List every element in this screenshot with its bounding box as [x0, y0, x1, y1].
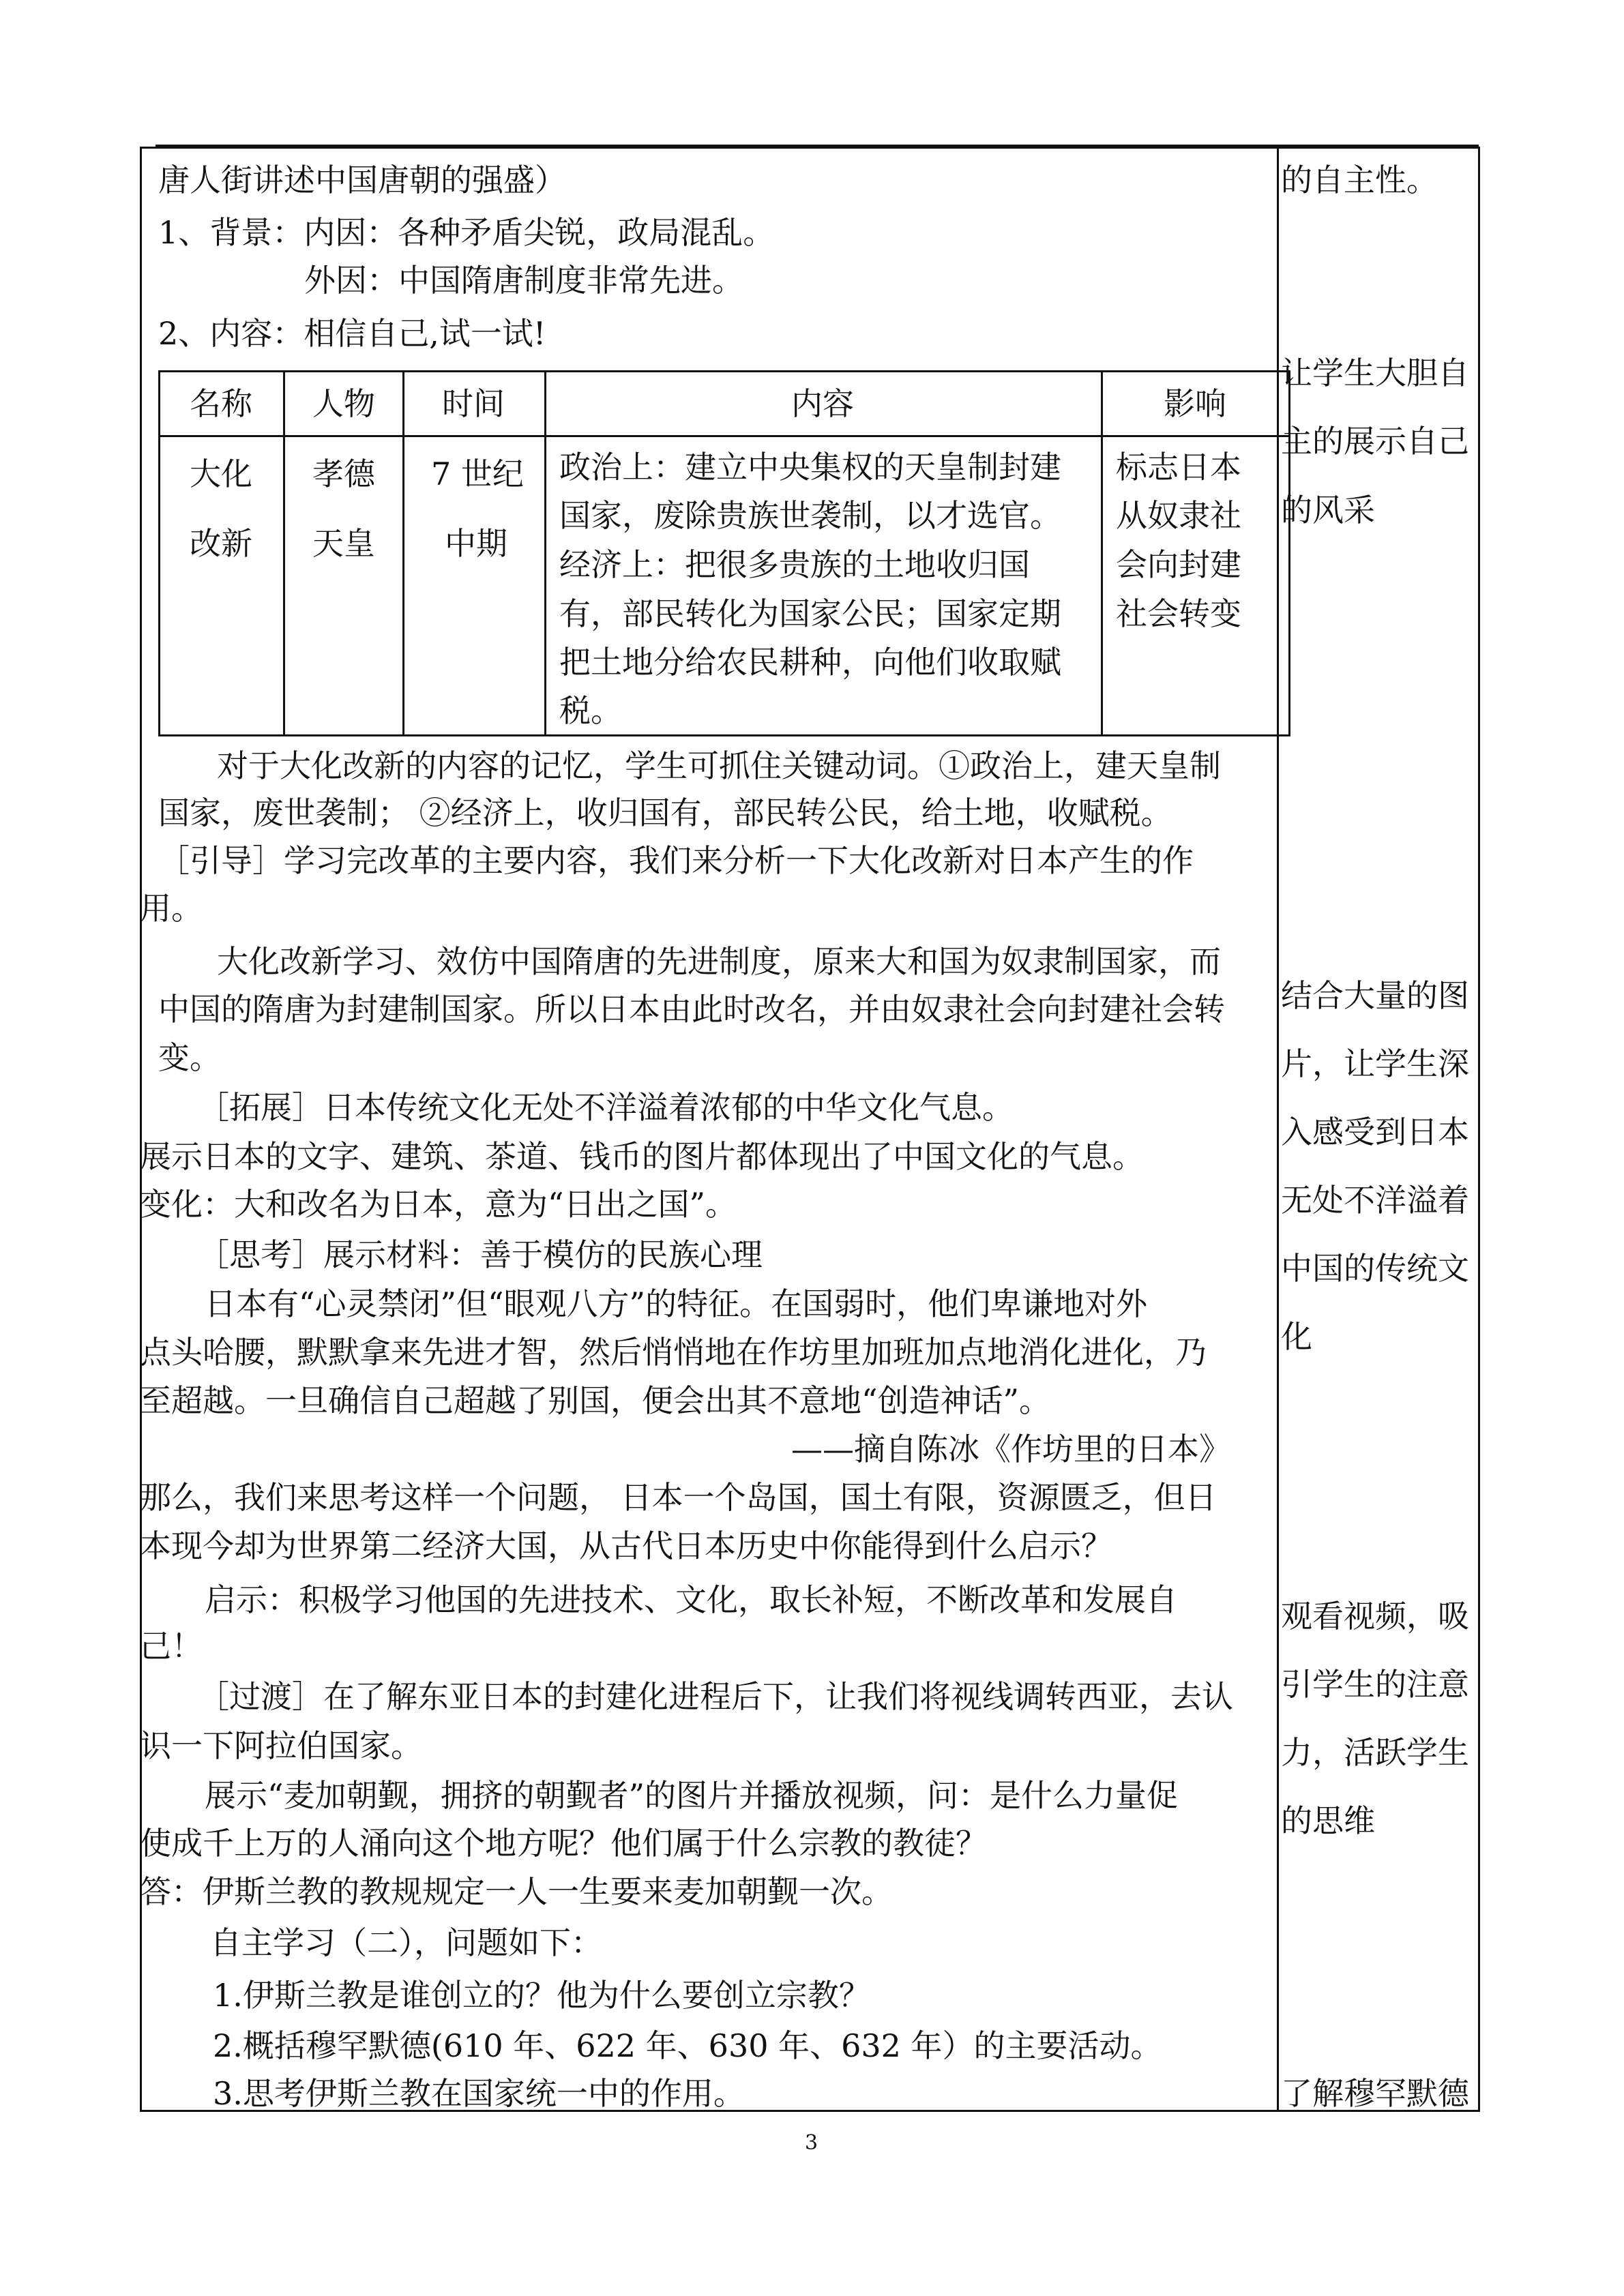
- table-cell-content: 把土地分给农民耕种，向他们收取赋: [559, 644, 1061, 681]
- side-note: 引学生的注意: [1281, 1666, 1469, 1703]
- table-cell-person: 天皇: [312, 525, 375, 562]
- side-note: 化: [1281, 1318, 1312, 1355]
- table-cell-time: 中期: [445, 525, 507, 562]
- paragraph-line: 变。: [158, 1039, 221, 1076]
- paragraph-line: 使成千上万的人涌向这个地方呢？他们属于什么宗教的教徒？: [140, 1825, 987, 1862]
- table-header-name: 名称: [190, 385, 252, 422]
- side-note: 了解穆罕默德: [1281, 2075, 1469, 2112]
- paragraph-line: 国家，废世袭制； ②经济上，收归国有，部民转公民，给土地，收赋税。: [158, 794, 1172, 831]
- paragraph-line: 识一下阿拉伯国家。: [140, 1727, 422, 1764]
- paragraph-line: 对于大化改新的内容的记忆，学生可抓住关键动词。①政治上，建天皇制: [217, 747, 1221, 784]
- table-header-person: 人物: [312, 385, 375, 422]
- paragraph-line: 自主学习（二），问题如下：: [210, 1924, 602, 1961]
- background-internal: 1、背景：内因：各种矛盾尖锐，政局混乱。: [158, 214, 775, 251]
- table-header-impact: 影响: [1164, 385, 1226, 422]
- table-col-line: [1101, 370, 1103, 736]
- paragraph-line: 2.概括穆罕默德(610 年、622 年、630 年、632 年）的主要活动。: [213, 2027, 1162, 2064]
- table-cell-content: 经济上：把很多贵族的土地收归国: [559, 546, 1030, 583]
- side-note: 主的展示自己: [1281, 423, 1469, 460]
- paragraph-line: ［思考］展示材料：善于模仿的民族心理: [198, 1236, 763, 1273]
- table-cell-time: 7 世纪: [431, 456, 524, 492]
- side-note: 力，活跃学生: [1281, 1734, 1469, 1771]
- table-cell-content: 国家，废除贵族世袭制，以才选官。: [559, 497, 1061, 534]
- paragraph-line: 启示：积极学习他国的先进技术、文化，取长补短，不断改革和发展自: [205, 1581, 1177, 1618]
- table-header-content: 内容: [791, 385, 854, 422]
- paragraph-line: 那么，我们来思考这样一个问题， 日本一个岛国，国土有限，资源匮乏，但日: [140, 1479, 1217, 1516]
- content-label: 2、内容：相信自己,试一试!: [158, 315, 546, 352]
- paragraph-line: 己！: [140, 1628, 203, 1665]
- paragraph-line: 答：伊斯兰教的教规规定一人一生要来麦加朝觐一次。: [140, 1873, 893, 1910]
- paragraph-line: ［引导］学习完改革的主要内容，我们来分析一下大化改新对日本产生的作: [158, 842, 1194, 879]
- side-note: 让学生大胆自: [1281, 355, 1469, 391]
- table-cell-person: 孝德: [312, 456, 375, 492]
- table-cell-impact: 社会转变: [1116, 595, 1241, 632]
- intro-line: 唐人街讲述中国唐朝的强盛）: [158, 162, 566, 198]
- paragraph-line: 展示“麦加朝觐，拥挤的朝觐者”的图片并播放视频，问：是什么力量促: [205, 1777, 1179, 1814]
- table-col-line: [283, 370, 285, 736]
- table-cell-content: 税。: [559, 692, 622, 729]
- table-header-time: 时间: [442, 385, 505, 422]
- paragraph-line: 点头哈腰，默默拿来先进才智，然后悄悄地在作坊里加班加点地消化进化，乃: [140, 1334, 1207, 1371]
- table-cell-impact: 从奴隶社: [1116, 497, 1241, 534]
- side-note: 观看视频，吸: [1281, 1598, 1469, 1635]
- paragraph-line: ［过渡］在了解东亚日本的封建化进程后下，让我们将视线调转西亚，去认: [198, 1678, 1233, 1715]
- side-note: 结合大量的图: [1281, 977, 1469, 1014]
- side-note: 片，让学生深: [1281, 1045, 1469, 1082]
- table-cell-name: 大化: [190, 456, 252, 492]
- page-number: 3: [805, 2131, 818, 2155]
- paragraph-line: 变化：大和改名为日本，意为“日出之国”。: [140, 1186, 737, 1223]
- background-external: 外因：中国隋唐制度非常先进。: [304, 262, 743, 299]
- table-header-line: [158, 435, 1290, 437]
- table-cell-content: 有，部民转化为国家公民；国家定期: [559, 595, 1061, 632]
- side-note: 入感受到日本: [1281, 1114, 1469, 1150]
- paragraph-line: ［拓展］日本传统文化无处不洋溢着浓郁的中华文化气息。: [198, 1089, 1014, 1126]
- side-note: 的自主性。: [1281, 162, 1438, 198]
- side-note: 的风采: [1281, 492, 1375, 528]
- paragraph-line: 本现今却为世界第二经济大国，从古代日本历史中你能得到什么启示？: [140, 1527, 1112, 1564]
- table-cell-content: 政治上：建立中央集权的天皇制封建: [559, 449, 1061, 486]
- table-cell-name: 改新: [190, 525, 252, 562]
- table-cell-impact: 标志日本: [1116, 449, 1241, 486]
- paragraph-line: 至超越。一旦确信自己超越了别国，便会出其不意地“创造神话”。: [140, 1382, 1051, 1419]
- paragraph-line: 中国的隋唐为封建制国家。所以日本由此时改名，并由奴隶社会向封建社会转: [158, 991, 1225, 1028]
- paragraph-line: 用。: [140, 890, 203, 927]
- paragraph-line: 1.伊斯兰教是谁创立的？他为什么要创立宗教？: [213, 1977, 870, 2014]
- table-col-line: [544, 370, 546, 736]
- side-note: 中国的传统文: [1281, 1250, 1469, 1287]
- table-col-line: [402, 370, 404, 736]
- paragraph-line: 展示日本的文字、建筑、茶道、钱币的图片都体现出了中国文化的气息。: [140, 1138, 1144, 1175]
- paragraph-line: 3.思考伊斯兰教在国家统一中的作用。: [213, 2075, 745, 2112]
- side-note: 的思维: [1281, 1802, 1375, 1839]
- paragraph-line: 日本有“心灵禁闭”但“眼观八方”的特征。在国弱时，他们卑谦地对外: [205, 1285, 1148, 1322]
- paragraph-line: ——摘自陈冰《作坊里的日本》: [791, 1431, 1230, 1467]
- table-cell-impact: 会向封建: [1116, 546, 1241, 583]
- side-note: 无处不洋溢着: [1281, 1182, 1469, 1219]
- paragraph-line: 大化改新学习、效仿中国隋唐的先进制度，原来大和国为奴隶制国家，而: [217, 943, 1221, 980]
